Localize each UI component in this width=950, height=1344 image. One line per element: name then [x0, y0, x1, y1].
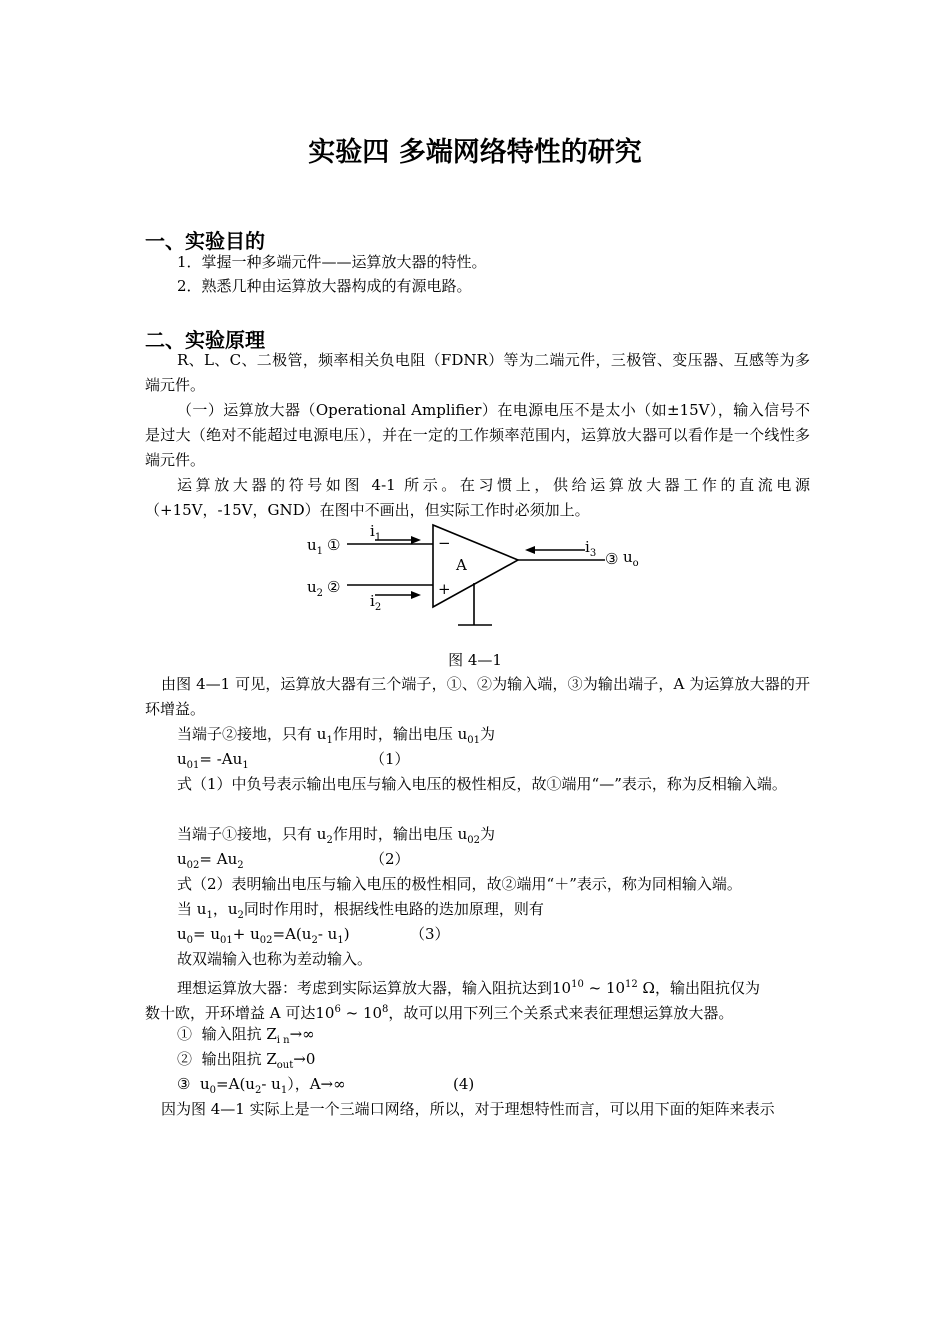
page-title: 实验四 多端网络特性的研究 — [308, 137, 642, 168]
opamp-symbol-diagram — [305, 520, 650, 635]
line-differential: 故双端输入也称为差动输入。 — [177, 950, 373, 968]
terminal-2-label: ② — [327, 578, 341, 596]
label-gain: A — [456, 556, 467, 574]
section-heading-principle: 二、实验原理 — [145, 328, 265, 352]
equation-4-number: (4) — [453, 1075, 475, 1093]
label-i1: $i_1$ — [370, 522, 382, 543]
equation-3-number: （3） — [410, 925, 450, 943]
label-i2: $i_2$ — [370, 592, 382, 613]
arrow-i1 — [411, 536, 421, 544]
condition-3: ③ $u_0=A(u_2-$ $u_1$），A→∞ — [177, 1075, 346, 1096]
purpose-item-2: 2．熟悉几种由运算放大器构成的有源电路。 — [177, 277, 472, 295]
label-plus: + — [438, 580, 451, 598]
condition-1: ① 输入阻抗 $Z_{i n}\to\infty$ — [177, 1025, 315, 1046]
line-ideal-opamp: 理想运算放大器：考虑到实际运算放大器，输入阻抗达到$10^{10}$ ~ $10^{12}$ Ω，输出阻抗仅为 — [177, 979, 761, 997]
condition-2: ② 输出阻抗 $Z_{out}\to 0$ — [177, 1050, 316, 1071]
equation-3: $u_0= u_{01}+ u_{02}=A(u_2-$ $u_1$) — [177, 925, 350, 946]
equation-2-number: （2） — [370, 850, 410, 868]
terminal-1-label: ① — [327, 536, 341, 554]
equation-2: $u_{02}= Au_2$ — [177, 850, 244, 871]
paragraph-terminals: 由图 4—1 可见，运算放大器有三个端子，①、②为输入端，③为输出端子，A 为运算放大器的开环增益。 — [145, 675, 810, 718]
paragraph-inverting: 式（1）中负号表示输出电压与输入电压的极性相反，故①端用“—”表示，称为反相输入端。 — [177, 775, 787, 793]
terminal-3-label: ③ — [605, 550, 619, 568]
line-terminal1-grounded: 当端子①接地，只有 $u_2$作用时，输出电压 $u_{02}$为 — [177, 825, 495, 846]
label-minus: − — [438, 534, 451, 552]
label-u2: $u_2$ — [307, 578, 324, 599]
line-terminal2-grounded: 当端子②接地，只有 $u_1$作用时，输出电压 $u_{01}$为 — [177, 725, 495, 746]
label-i3: $i_3$ — [585, 538, 597, 559]
paragraph-opamp-intro: （一）运算放大器（Operational Amplifier）在电源电压不是太小（如±15V），输入信号不是过大（绝对不能超过电源电压），并在一定的工作频率范围内，运算放大器可以看作是一个线性多端元件。 — [145, 401, 810, 469]
equation-1-number: （1） — [370, 750, 410, 768]
equation-1: $u_{01}= -Au_1$ — [177, 750, 249, 771]
label-u1: $u_1$ — [307, 536, 324, 557]
line-open-loop-gain: 数十欧，开环增益 A 可达$10^6$ ~ $10^8$，故可以用下列三个关系式来表征理想运算放大器。 — [145, 1004, 734, 1022]
section-heading-purpose: 一、实验目的 — [145, 229, 265, 253]
line-superposition: 当 $u_1$，$u_2$同时作用时，根据线性电路的迭加原理，则有 — [177, 900, 544, 921]
label-uo: $u_o$ — [623, 548, 639, 569]
arrow-i3 — [525, 546, 535, 554]
paragraph-elements: R、L、C、二极管，频率相关负电阻（FDNR）等为二端元件，三极管、变压器、互感等为多端元件。 — [145, 351, 810, 394]
figure-caption: 图 4—1 — [448, 651, 502, 669]
arrow-i2 — [411, 591, 421, 599]
paragraph-noninverting: 式（2）表明输出电压与输入电压的极性相同，故②端用“＋”表示，称为同相输入端。 — [177, 875, 742, 893]
purpose-item-1: 1．掌握一种多端元件——运算放大器的特性。 — [177, 253, 487, 271]
paragraph-matrix: 因为图 4—1 实际上是一个三端口网络，所以，对于理想特性而言，可以用下面的矩阵来表示 — [161, 1100, 775, 1118]
paragraph-symbol: 运算放大器的符号如图 4-1 所示。在习惯上，供给运算放大器工作的直流电源（+15V，-15V，GND）在图中不画出，但实际工作时必须加上。 — [145, 476, 810, 519]
